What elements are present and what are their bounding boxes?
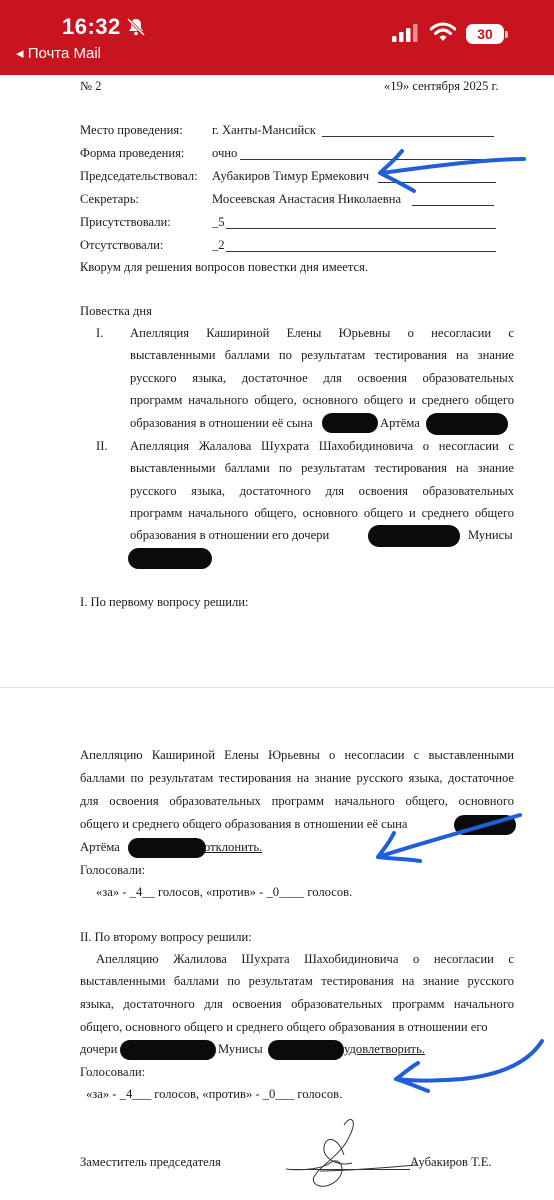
meta-label: Отсутствовали: (80, 238, 164, 252)
bell-muted-icon (126, 17, 146, 37)
agenda-line: русского языка, достаточное для освоения образовательных (130, 371, 514, 385)
battery-indicator: 30 (466, 24, 504, 44)
handwritten-signature (280, 1115, 420, 1195)
decision1-title: I. По первому вопросу решили: (80, 595, 249, 609)
child-name: Мунисы (218, 1042, 263, 1056)
document-page (0, 75, 554, 1200)
redaction-mark (128, 548, 212, 569)
agenda-line: выставленными баллами по результатам тестирования на знание (130, 461, 514, 475)
meta-label: Присутствовали: (80, 215, 171, 229)
decision1-line: Апелляцию Кашириной Елены Юрьевны о несогласии с выставленными (80, 748, 514, 762)
underline (412, 205, 494, 206)
redaction-mark (128, 838, 206, 858)
decision2-line: общего, основного общего и среднего общего образования в отношении его (80, 1020, 488, 1034)
annotation-arrow (370, 145, 530, 195)
redaction-mark (268, 1040, 344, 1060)
votes-label: Голосовали: (80, 863, 146, 877)
agenda-title: Повестка дня (80, 304, 152, 318)
meta-value: _2 (212, 238, 225, 252)
decision2-prefix: дочери (80, 1042, 118, 1056)
child-name: Мунисы (468, 528, 513, 542)
decision2-title: II. По второму вопросу решили: (80, 930, 252, 944)
meta-value: г. Ханты-Мансийск (212, 123, 316, 137)
underline (226, 228, 496, 229)
meta-label: Форма проведения: (80, 146, 185, 160)
redaction-mark (426, 413, 508, 435)
quorum-text: Кворум для решения вопросов повестки дня имеется. (80, 260, 369, 274)
votes-result: «за» - _4__ голосов, «против» - _0____ голосов. (96, 885, 353, 899)
annotation-arrow (388, 1035, 548, 1095)
meta-value: _5 (212, 215, 225, 229)
annotation-arrow (368, 807, 528, 867)
meta-value: Аубакиров Тимур Ермекович (212, 169, 370, 183)
agenda-line: Апелляция Жалалова Шухрата Шахобидиновича о несогласии с (130, 439, 514, 453)
agenda-item-number: I. (96, 326, 104, 340)
votes-label: Голосовали: (80, 1065, 146, 1079)
decision1-verdict: отклонить. (204, 840, 263, 854)
meta-label: Место проведения: (80, 123, 183, 137)
meta-value: очно (212, 146, 238, 160)
agenda-line: образования в отношении её сына (130, 416, 313, 430)
protocol-date: «19» сентября 2025 г. (384, 79, 499, 93)
signature-role: Заместитель председателя (80, 1155, 221, 1169)
wifi-icon (430, 22, 456, 42)
meta-value: Мосеевская Анастасия Николаевна (212, 192, 402, 206)
redaction-mark (120, 1040, 216, 1060)
cellular-signal-icon (392, 24, 418, 42)
decision2-line: выставленными баллами по результатам тестирования на знание русского (80, 974, 514, 988)
child-name: Артёма (80, 840, 120, 854)
agenda-line: программ начального общего, основного общего и среднего общего (130, 506, 514, 520)
decision1-line: общего и среднего общего образования в отношении её сына (80, 817, 408, 831)
votes-result: «за» - _4___ голосов, «против» - _0___ голосов. (86, 1087, 343, 1101)
protocol-number: № 2 (80, 79, 102, 93)
status-time: 16:32 (62, 14, 121, 39)
page-break (0, 687, 554, 688)
agenda-line: образования в отношении его дочери (130, 528, 330, 542)
underline (322, 136, 494, 137)
back-to-mail-link[interactable]: ◂ Почта Mail (16, 45, 102, 62)
redaction-mark (368, 525, 460, 547)
redaction-mark (322, 413, 378, 433)
decision1-line: для освоения образовательных программ начального общего, основного (80, 794, 514, 808)
agenda-line: программ начального общего, основного общего и среднего общего (130, 393, 514, 407)
decision2-verdict: удовлетворить. (344, 1042, 425, 1056)
agenda-line: Апелляция Кашириной Елены Юрьевны о несогласии с (130, 326, 514, 340)
decision2-line: Апелляцию Жалилова Шухрата Шахобидиновича о несогласии с (96, 952, 514, 966)
status-bar (0, 0, 554, 75)
signature-name: Аубакиров Т.Е. (410, 1155, 492, 1169)
decision2-line: языка, достаточного для освоения образовательных программ начального (80, 997, 514, 1011)
child-name: Артёма (380, 416, 420, 430)
meta-label: Председательствовал: (80, 169, 198, 183)
agenda-line: русского языка, достаточного для освоения образовательных (130, 484, 514, 498)
meta-label: Секретарь: (80, 192, 139, 206)
decision1-line: баллами по результатам тестирования на знание русского языка, достаточное (80, 771, 514, 785)
underline (226, 251, 496, 252)
agenda-item-number: II. (96, 439, 108, 453)
agenda-line: выставленными баллами по результатам тестирования на знание (130, 348, 514, 362)
